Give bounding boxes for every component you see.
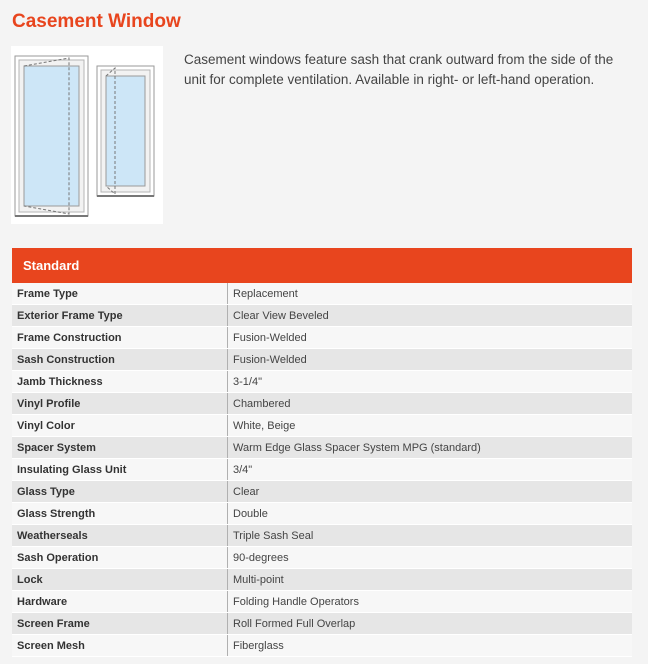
table-row: [12, 415, 632, 437]
spec-table: [12, 248, 632, 657]
spec-value: Multi-point: [228, 569, 633, 591]
spec-label: Lock: [12, 569, 228, 591]
spec-value: Double: [228, 503, 633, 525]
table-row: [12, 305, 632, 327]
spec-label: Sash Construction: [12, 349, 228, 371]
spec-value: Fiberglass: [228, 635, 633, 657]
spec-value: 3/4": [228, 459, 633, 481]
spec-value: White, Beige: [228, 415, 633, 437]
spec-table-heading: Standard: [12, 248, 632, 283]
page-title: Casement Window: [12, 11, 181, 32]
table-row: [12, 635, 632, 657]
table-row: [12, 327, 632, 349]
spec-value: Clear: [228, 481, 633, 503]
product-description: Casement windows feature sash that crank outward from the side of the unit for complete ventilation. Available in right- or left-hand operation.: [184, 52, 614, 87]
spec-label: Weatherseals: [12, 525, 228, 547]
spec-value: 3-1/4": [228, 371, 633, 393]
spec-value: Roll Formed Full Overlap: [228, 613, 633, 635]
spec-label: Spacer System: [12, 437, 228, 459]
spec-value: Triple Sash Seal: [228, 525, 633, 547]
table-row: [12, 393, 632, 415]
spec-label: Screen Frame: [12, 613, 228, 635]
spec-label: Sash Operation: [12, 547, 228, 569]
spec-label: Exterior Frame Type: [12, 305, 228, 327]
spec-table-body: [12, 283, 632, 657]
spec-value: 90-degrees: [228, 547, 633, 569]
spec-value: Chambered: [228, 393, 633, 415]
table-row: [12, 371, 632, 393]
spec-label: Frame Construction: [12, 327, 228, 349]
table-row: [12, 503, 632, 525]
spec-label: Screen Mesh: [12, 635, 228, 657]
spec-value: Fusion-Welded: [228, 349, 633, 371]
table-row: [12, 547, 632, 569]
spec-label: Insulating Glass Unit: [12, 459, 228, 481]
spec-label: Vinyl Profile: [12, 393, 228, 415]
spec-value: Replacement: [228, 283, 633, 305]
table-row: [12, 591, 632, 613]
table-row: [12, 481, 632, 503]
table-row: [12, 459, 632, 481]
spec-label: Glass Strength: [12, 503, 228, 525]
spec-value: Folding Handle Operators: [228, 591, 633, 613]
casement-window-illustration-icon: [11, 46, 163, 224]
table-row: [12, 283, 632, 305]
table-row: [12, 525, 632, 547]
table-row: [12, 349, 632, 371]
spec-label: Glass Type: [12, 481, 228, 503]
table-row: [12, 613, 632, 635]
spec-value: Fusion-Welded: [228, 327, 633, 349]
spec-value: Warm Edge Glass Spacer System MPG (standard): [228, 437, 633, 459]
spec-label: Hardware: [12, 591, 228, 613]
spec-label: Vinyl Color: [12, 415, 228, 437]
spec-value: Clear View Beveled: [228, 305, 633, 327]
spec-label: Frame Type: [12, 283, 228, 305]
table-row: [12, 437, 632, 459]
spec-label: Jamb Thickness: [12, 371, 228, 393]
table-row: [12, 569, 632, 591]
